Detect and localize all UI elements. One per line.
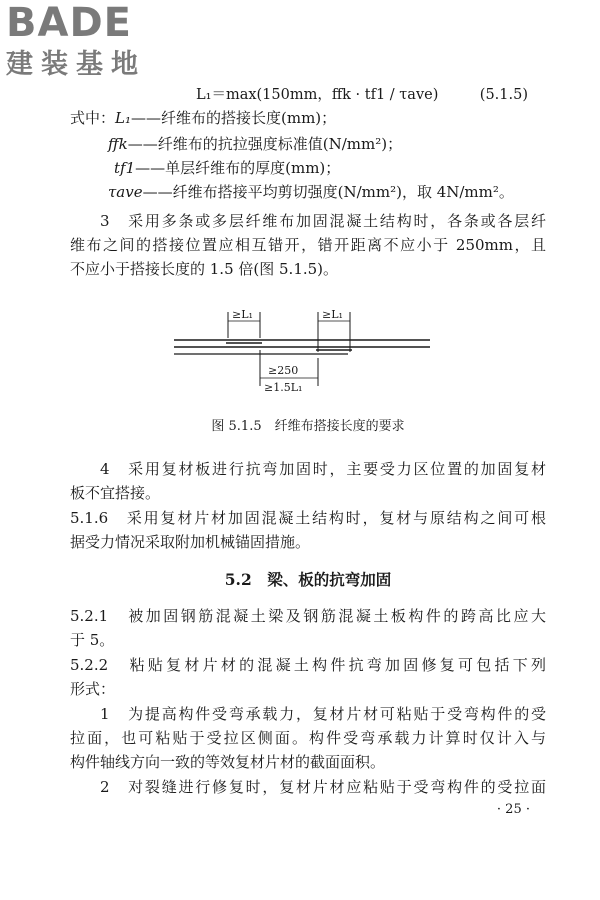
formula-number: (5.1.5) [479, 87, 528, 103]
label-1-5-l1: ≥1.5L₁ [264, 381, 303, 394]
definition-text-ffk: ——纤维布的抗拉强度标准值(N/mm²)； [127, 135, 403, 153]
definition-text-tau-ave: ——纤维布搭接平均剪切强度(N/mm²)，取 4N/mm²。 [142, 183, 514, 201]
clause-5-2-2-line-2: 形式： [70, 680, 116, 698]
lap-length-diagram [168, 300, 438, 400]
label-left-lap: ≥L₁ [232, 308, 253, 321]
logo-subtitle: 建装基地 [6, 49, 146, 80]
definition-text-l1: ——纤维布的搭接长度(mm)； [131, 109, 337, 127]
page-number: · 25 · [496, 802, 530, 817]
clause-5-2-1-line-2: 于 5。 [70, 631, 115, 649]
definition-line-1 [70, 107, 336, 129]
item3-line-3: 不应小于搭接长度的 1.5 倍(图 5.1.5)。 [70, 260, 339, 278]
formula-expression: L₁＝max(150mm，ffk · tf1 / τave) [196, 87, 439, 103]
definition-line-2 [108, 133, 402, 155]
sub2-line-1: 2 对裂缝进行修复时，复材片材应粘贴于受弯构件的受拉面 [100, 778, 546, 796]
sub1-line-3: 构件轴线方向一致的等效复材片材的截面面积。 [70, 753, 386, 771]
definitions-intro: 式中： [70, 109, 116, 127]
clause-5-2-1-line-1: 5.2.1 被加固钢筋混凝土梁及钢筋混凝土板构件的跨高比应大 [70, 607, 546, 625]
definition-line-4 [108, 181, 514, 203]
clause-5-1-6-line-1: 5.1.6 采用复材片材加固混凝土结构时，复材与原结构之间可根 [70, 509, 546, 527]
clause-5-2-2-line-1: 5.2.2 粘贴复材片材的混凝土构件抗弯加固修复可包括下列 [70, 656, 546, 674]
symbol-tau-ave: τave [108, 183, 143, 201]
label-250: ≥250 [268, 364, 299, 377]
sub1-line-2: 拉面，也可粘贴于受拉区侧面。构件受弯承载力计算时仅计入与 [70, 729, 546, 747]
clause-5-1-6-line-2: 据受力情况采取附加机械锚固措施。 [70, 533, 311, 551]
logo-brand: BADE [6, 0, 132, 46]
item3-line-2: 维布之间的搭接位置应相互错开，错开距离不应小于 250mm，且 [70, 236, 546, 254]
definition-text-tf1: ——单层纤维布的厚度(mm)； [135, 159, 341, 177]
symbol-ffk: ffk [108, 135, 128, 153]
section-5-2-title: 5.2 梁、板的抗弯加固 [224, 570, 392, 589]
symbol-tf1: tf1 [114, 159, 136, 177]
figure-caption: 图 5.1.5 纤维布搭接长度的要求 [211, 419, 405, 434]
logo [6, 2, 176, 90]
item3-line-1: 3 采用多条或多层纤维布加固混凝土结构时，各条或各层纤 [100, 212, 546, 230]
sub1-line-1: 1 为提高构件受弯承载力，复材片材可粘贴于受弯构件的受 [100, 705, 546, 723]
symbol-l1: L₁ [115, 109, 131, 127]
label-right-lap: ≥L₁ [322, 308, 343, 321]
definition-line-3 [114, 157, 340, 179]
item4-line-2: 板不宜搭接。 [70, 484, 161, 502]
item4-line-1: 4 采用复材板进行抗弯加固时，主要受力区位置的加固复材 [100, 460, 546, 478]
